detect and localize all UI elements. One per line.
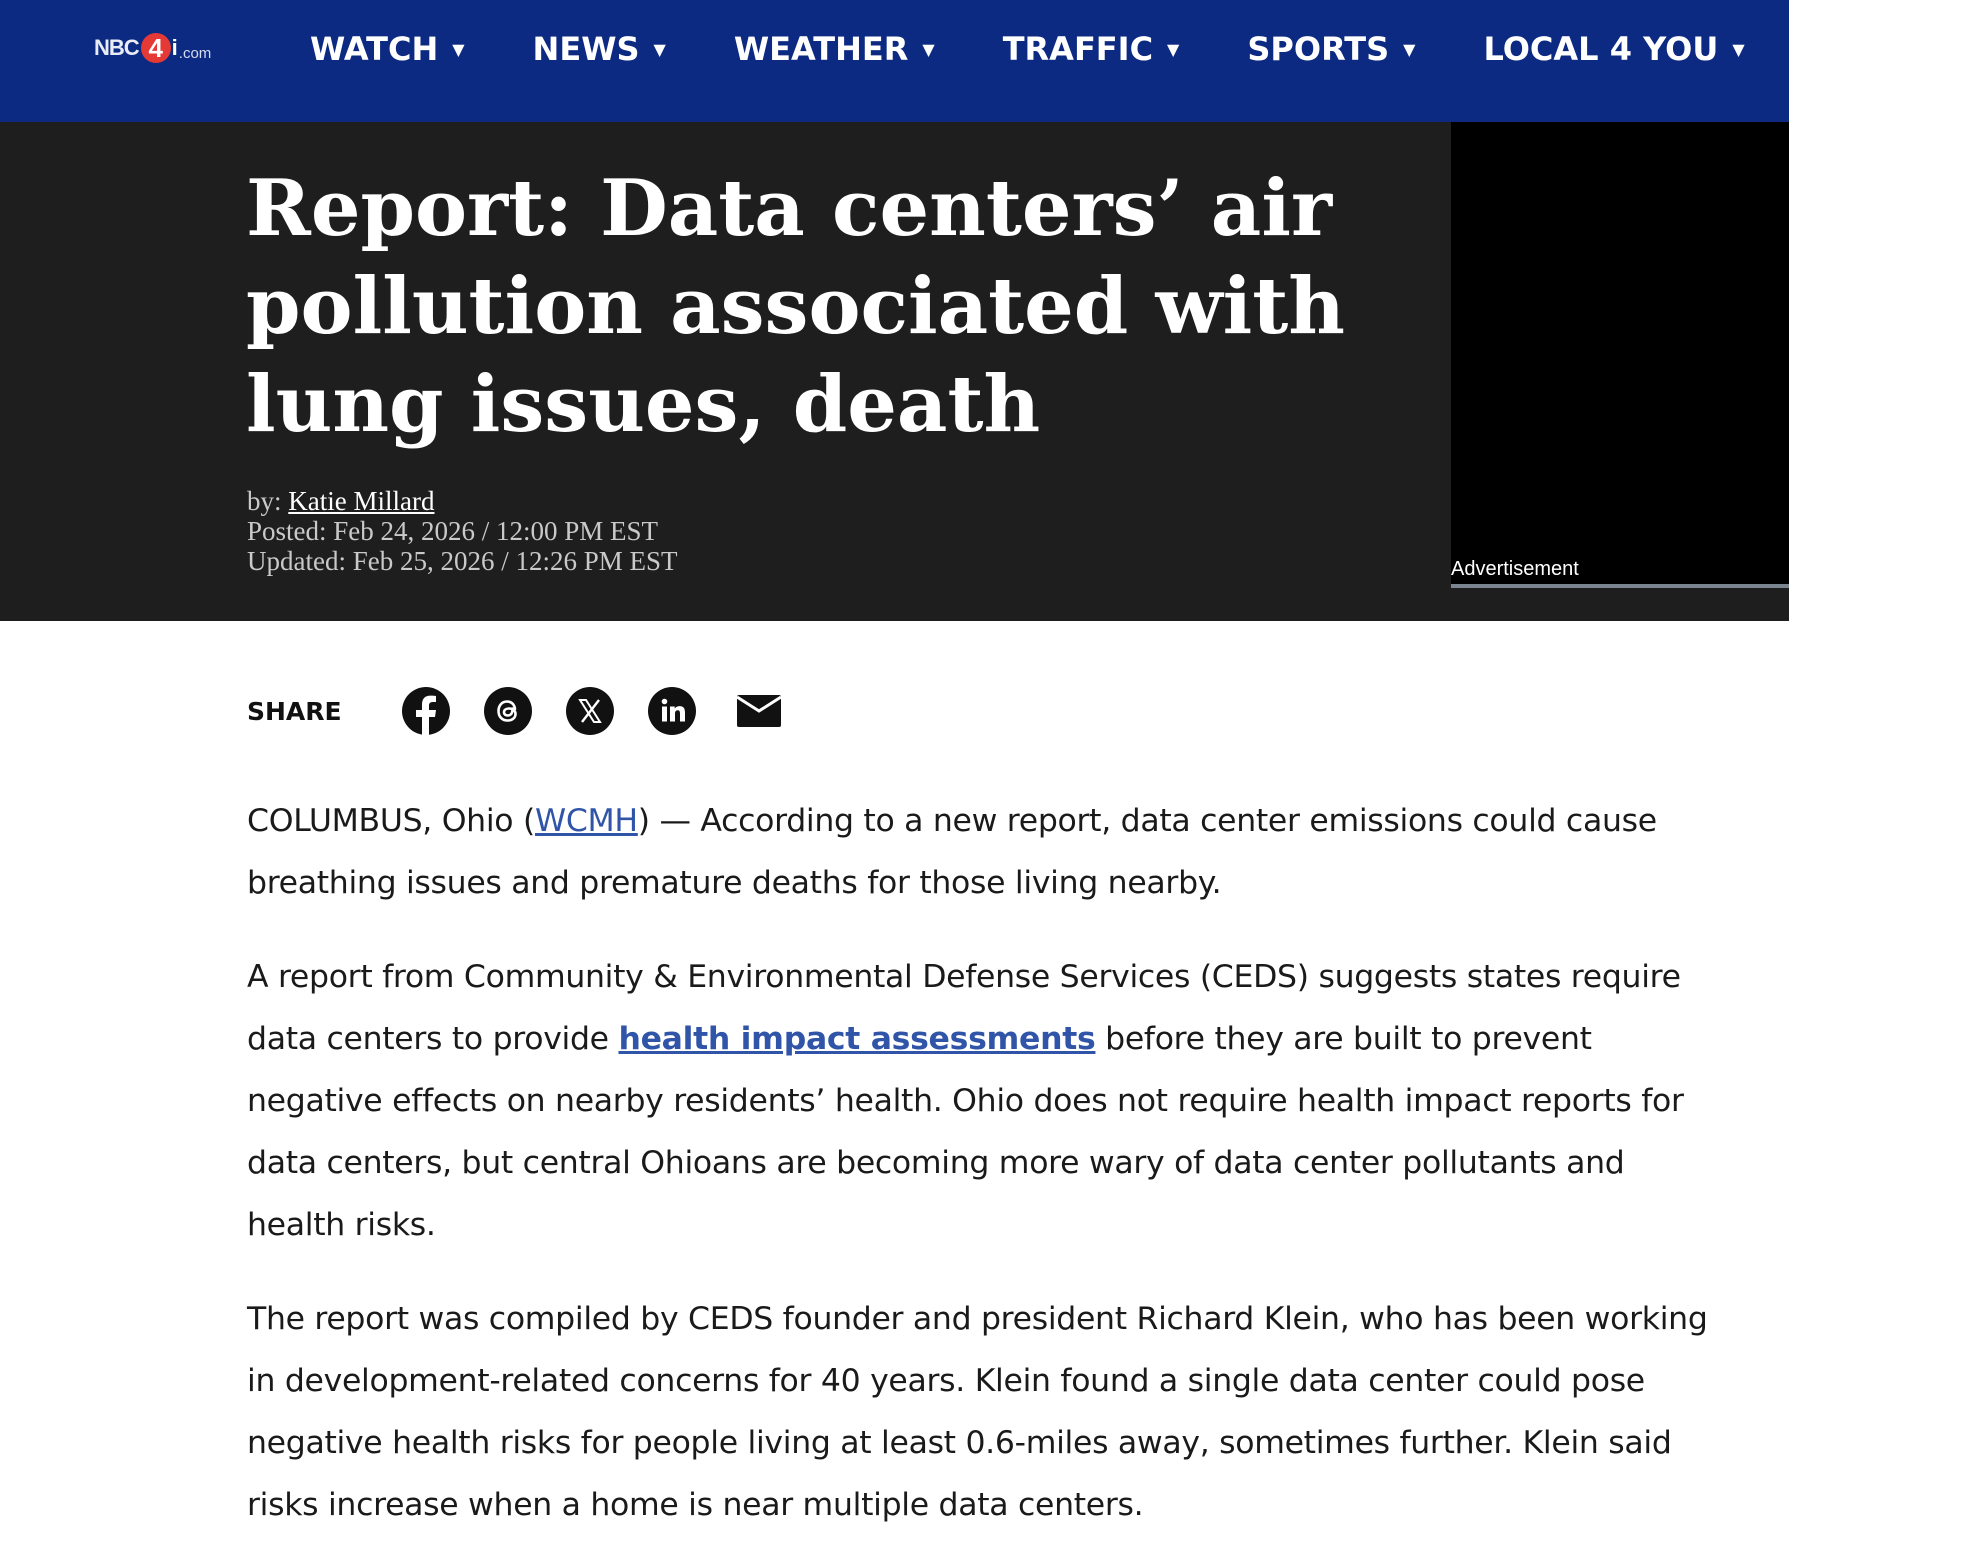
nav-item-traffic[interactable] bbox=[1003, 30, 1180, 68]
logo-4-badge: 4 bbox=[141, 33, 171, 63]
chevron-down-icon: ▼ bbox=[1403, 39, 1416, 59]
advertisement-slot[interactable] bbox=[1451, 122, 1789, 586]
nav-menu bbox=[310, 30, 1977, 68]
threads-icon[interactable] bbox=[484, 687, 532, 735]
top-navigation-bar bbox=[0, 0, 1909, 122]
health-impact-assessments-link[interactable]: health impact assessments bbox=[618, 1021, 1096, 1057]
email-icon[interactable] bbox=[736, 693, 782, 729]
share-label: SHARE bbox=[247, 696, 342, 726]
nav-item-columbus-partial[interactable] bbox=[1813, 30, 1909, 68]
wcmh-link[interactable]: WCMH bbox=[534, 803, 638, 839]
advertisement-label: Advertisement bbox=[1451, 558, 1579, 580]
nav-item-label: COLU bbox=[1812, 30, 1909, 68]
nav-item-label: SPORTS bbox=[1247, 30, 1390, 68]
chevron-down-icon: ▼ bbox=[922, 39, 935, 59]
nav-item-label: WATCH bbox=[310, 30, 439, 68]
linkedin-icon[interactable] bbox=[648, 687, 696, 735]
article-paragraph: A report from Community & Environmental Defense Services (CEDS) suggests states require data centers to provide health impact assessments before they are built to prevent negative effects on nearby residents’ health. Ohio does not require health impact reports for data centers, but central Ohioans are becoming more wary of data center pollutants and health risks. bbox=[247, 959, 1684, 1243]
logo-nbc-text: NBC bbox=[94, 35, 139, 60]
posted-date: Posted: Feb 24, 2026 / 12:00 PM EST bbox=[247, 516, 659, 546]
nav-item-label: WEATHER bbox=[733, 30, 909, 68]
nav-item-label: TRAFFIC bbox=[1002, 30, 1154, 68]
facebook-icon[interactable] bbox=[402, 687, 450, 735]
chevron-down-icon: ▼ bbox=[653, 39, 666, 59]
nav-item-news[interactable] bbox=[533, 30, 666, 68]
share-bar bbox=[247, 686, 782, 736]
nav-item-label: LOCAL 4 YOU bbox=[1483, 30, 1719, 68]
nav-item-label: NEWS bbox=[532, 30, 640, 68]
updated-date: Updated: Feb 25, 2026 / 12:26 PM EST bbox=[247, 546, 678, 576]
article-headline: Report: Data centers’ air pollution associated with lung issues, death bbox=[246, 163, 1346, 450]
by-prefix: by: bbox=[247, 486, 289, 516]
author-line bbox=[247, 486, 678, 516]
nav-item-watch[interactable] bbox=[310, 30, 465, 68]
article-body bbox=[247, 790, 1727, 1568]
article-paragraph: COLUMBUS, Ohio (WCMH) — According to a new report, data center emissions could cause breathing issues and premature deaths for those living nearby. bbox=[247, 803, 1657, 901]
article-paragraph: The report was compiled by CEDS founder and president Richard Klein, who has been working in development-related concerns for 40 years. Klein found a single data center could pose negative health risks for people living at least 0.6-miles away, sometimes further. Klein said risks increase when a home is near multiple data centers. bbox=[247, 1301, 1708, 1523]
author-link[interactable]: Katie Millard bbox=[288, 486, 435, 516]
chevron-down-icon: ▼ bbox=[452, 39, 465, 59]
logo-com-text: .com bbox=[178, 44, 212, 62]
x-icon[interactable] bbox=[566, 687, 614, 735]
article-byline bbox=[247, 486, 678, 576]
nbc4i-logo[interactable] bbox=[94, 28, 211, 68]
logo-i-text: i bbox=[171, 35, 178, 60]
chevron-down-icon: ▼ bbox=[1732, 39, 1745, 59]
advertisement-divider bbox=[1451, 584, 1789, 588]
nav-item-weather[interactable] bbox=[734, 30, 935, 68]
nav-item-local-4-you[interactable] bbox=[1483, 30, 1744, 68]
chevron-down-icon: ▼ bbox=[1167, 39, 1180, 59]
nav-item-sports[interactable] bbox=[1247, 30, 1415, 68]
